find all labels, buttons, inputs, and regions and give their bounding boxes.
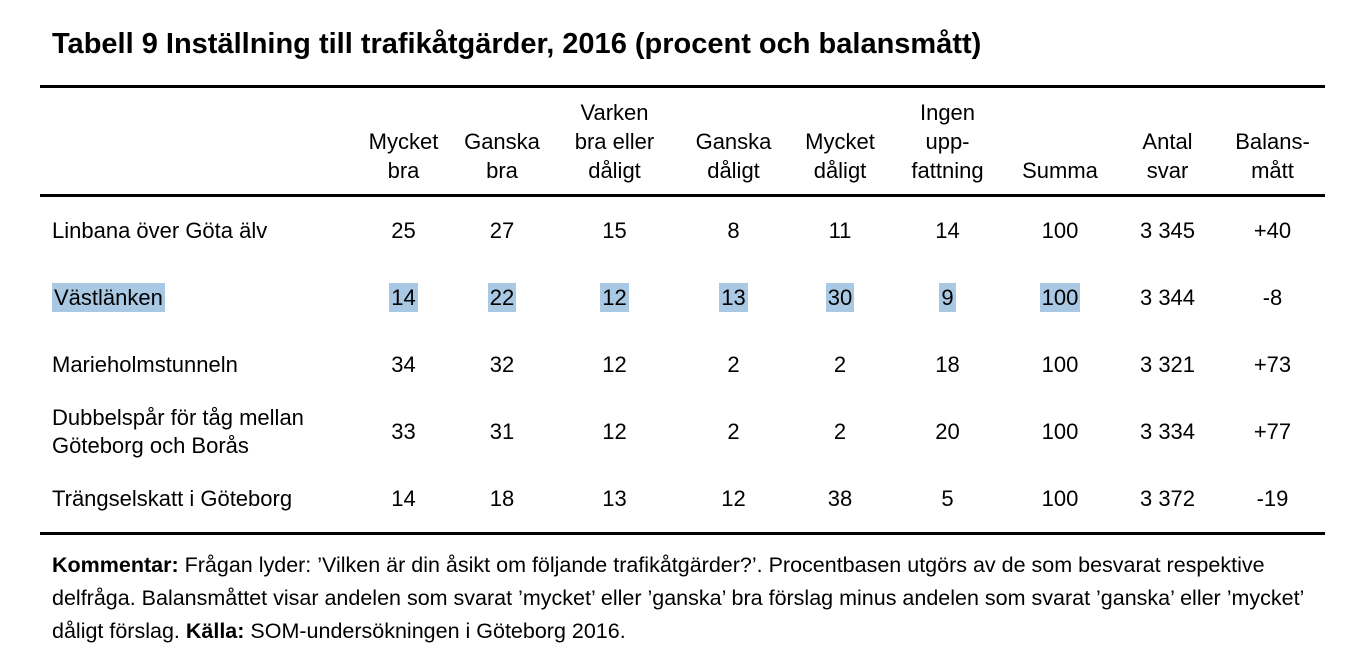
- value-text: -8: [1262, 285, 1283, 311]
- value-cell: [790, 331, 890, 398]
- value-cell: [1220, 196, 1325, 265]
- value-text: 2: [833, 352, 847, 378]
- value-text: 8: [727, 218, 740, 244]
- value-cell: [890, 465, 1005, 534]
- value-text: 38: [827, 486, 853, 512]
- value-cell: [452, 398, 552, 465]
- value-text: 34: [391, 352, 416, 378]
- table-row: [40, 398, 1325, 465]
- value-cell: [677, 264, 790, 331]
- value-text: 32: [489, 352, 515, 378]
- header-cell-ganska-daligt: Ganska dåligt: [677, 87, 790, 196]
- value-cell: [1005, 398, 1115, 465]
- comment-bold-segment: Källa:: [185, 618, 245, 643]
- header-cell-antal-svar: Antal svar: [1115, 87, 1220, 196]
- row-label: [40, 196, 355, 265]
- value-cell: [552, 465, 677, 534]
- value-text: 27: [489, 218, 515, 244]
- value-text: 3 345: [1139, 218, 1196, 244]
- value-cell: [452, 465, 552, 534]
- header-cell-varken-bra-eller-daligt: Varken bra eller dåligt: [552, 87, 677, 196]
- value-cell: [355, 398, 452, 465]
- header-cell-ganska-bra: Ganska bra: [452, 87, 552, 196]
- row-label-text: Marieholmstunneln: [52, 352, 238, 378]
- value-text: 3 344: [1139, 285, 1196, 311]
- value-cell: [1115, 196, 1220, 265]
- value-text: 9: [941, 285, 954, 311]
- value-cell: [355, 465, 452, 534]
- header-cell-rowlabel: [40, 87, 355, 196]
- row-label: [40, 465, 355, 534]
- value-text: -19: [1256, 486, 1289, 512]
- value-text: +40: [1253, 218, 1292, 244]
- value-cell: [890, 398, 1005, 465]
- value-cell: [1115, 331, 1220, 398]
- value-cell: [1005, 331, 1115, 398]
- value-text: 3 372: [1139, 486, 1196, 512]
- table-title: Tabell 9 Inställning till trafikåtgärder, 2016 (procent och balansmått): [52, 28, 982, 60]
- value-text: 13: [721, 285, 746, 311]
- value-cell: [1115, 465, 1220, 534]
- comment-segment: SOM-undersökningen i Göteborg 2016.: [244, 618, 626, 643]
- table-header: [40, 87, 1325, 196]
- value-cell: [677, 196, 790, 265]
- value-cell: [452, 331, 552, 398]
- value-cell: [552, 196, 677, 265]
- value-text: 14: [391, 285, 416, 311]
- table-row: [40, 196, 1325, 265]
- value-cell: [790, 398, 890, 465]
- value-text: 12: [721, 486, 746, 512]
- comment-text: [52, 549, 1337, 647]
- table-row: [40, 331, 1325, 398]
- value-text: 14: [935, 218, 960, 244]
- value-text: 100: [1041, 285, 1079, 311]
- value-cell: [452, 264, 552, 331]
- value-text: 100: [1041, 218, 1079, 244]
- value-text: +73: [1253, 352, 1292, 378]
- value-text: 12: [602, 352, 627, 378]
- value-cell: [790, 196, 890, 265]
- comment-segment: Frågan lyder: ’Vilken är din åsikt om följande trafikåtgärder?’. Procentbasen utgörs av de som besvarat respektive delfråga. Balansmåttet visar andelen som svarat ’mycket’ eller ’ganska’ bra förslag minus andelen som svarat ’ganska’ eller ’mycket’ dåligt förslag.: [52, 553, 1304, 643]
- row-label-text: Trängselskatt i Göteborg: [52, 486, 293, 512]
- table-row: [40, 264, 1325, 331]
- value-text: 5: [941, 486, 954, 512]
- header-cell-ingen-uppfattning: Ingen upp- fattning: [890, 87, 1005, 196]
- header-cell-mycket-daligt: Mycket dåligt: [790, 87, 890, 196]
- value-text: 100: [1041, 486, 1079, 512]
- value-text: 20: [935, 419, 960, 445]
- value-text: 2: [727, 419, 740, 445]
- value-text: 31: [489, 419, 515, 445]
- value-cell: [790, 264, 890, 331]
- value-cell: [1005, 196, 1115, 265]
- value-cell: [1220, 398, 1325, 465]
- value-cell: [355, 331, 452, 398]
- value-text: +77: [1253, 419, 1292, 445]
- value-cell: [890, 196, 1005, 265]
- value-cell: [452, 196, 552, 265]
- value-cell: [790, 465, 890, 534]
- value-cell: [1220, 465, 1325, 534]
- value-cell: [552, 398, 677, 465]
- value-text: 25: [391, 218, 416, 244]
- value-cell: [677, 331, 790, 398]
- value-text: 13: [602, 486, 627, 512]
- header-row: [40, 87, 1325, 196]
- value-text: 18: [489, 486, 515, 512]
- value-text: 100: [1041, 419, 1079, 445]
- value-cell: [890, 331, 1005, 398]
- value-cell: [1115, 398, 1220, 465]
- value-cell: [1220, 331, 1325, 398]
- value-text: 100: [1041, 352, 1079, 378]
- value-text: 15: [602, 218, 627, 244]
- value-text: 18: [935, 352, 960, 378]
- value-cell: [1005, 264, 1115, 331]
- table-body: [40, 196, 1325, 534]
- value-cell: [552, 264, 677, 331]
- row-label: [40, 331, 355, 398]
- value-text: 30: [827, 285, 853, 311]
- value-cell: [677, 398, 790, 465]
- value-cell: [890, 264, 1005, 331]
- row-label-text: Linbana över Göta älv: [52, 218, 268, 244]
- row-label-text: Göteborg och Borås: [52, 432, 249, 458]
- value-cell: [355, 264, 452, 331]
- value-text: 12: [602, 285, 627, 311]
- value-text: 14: [391, 486, 416, 512]
- value-text: 11: [828, 218, 852, 244]
- row-label-text: Västlänken: [54, 285, 163, 311]
- header-cell-balansmatt: Balans- mått: [1220, 87, 1325, 196]
- value-text: 3 321: [1139, 352, 1196, 378]
- value-cell: [355, 196, 452, 265]
- value-cell: [1115, 264, 1220, 331]
- value-cell: [552, 331, 677, 398]
- value-text: 3 334: [1139, 419, 1196, 445]
- value-cell: [677, 465, 790, 534]
- row-label: [40, 264, 355, 331]
- value-text: 33: [391, 419, 416, 445]
- value-text: 22: [489, 285, 515, 311]
- value-text: 12: [602, 419, 627, 445]
- comment-bold-segment: Kommentar:: [52, 553, 179, 578]
- value-text: 2: [833, 419, 847, 445]
- attitudes-table: [40, 85, 1325, 535]
- row-label-text: Dubbelspår för tåg mellan: [52, 405, 304, 431]
- table-row: [40, 465, 1325, 534]
- header-cell-mycket-bra: Mycket bra: [355, 87, 452, 196]
- value-cell: [1220, 264, 1325, 331]
- header-cell-summa: Summa: [1005, 87, 1115, 196]
- value-cell: [1005, 465, 1115, 534]
- row-label: [40, 398, 355, 465]
- value-text: 2: [727, 352, 740, 378]
